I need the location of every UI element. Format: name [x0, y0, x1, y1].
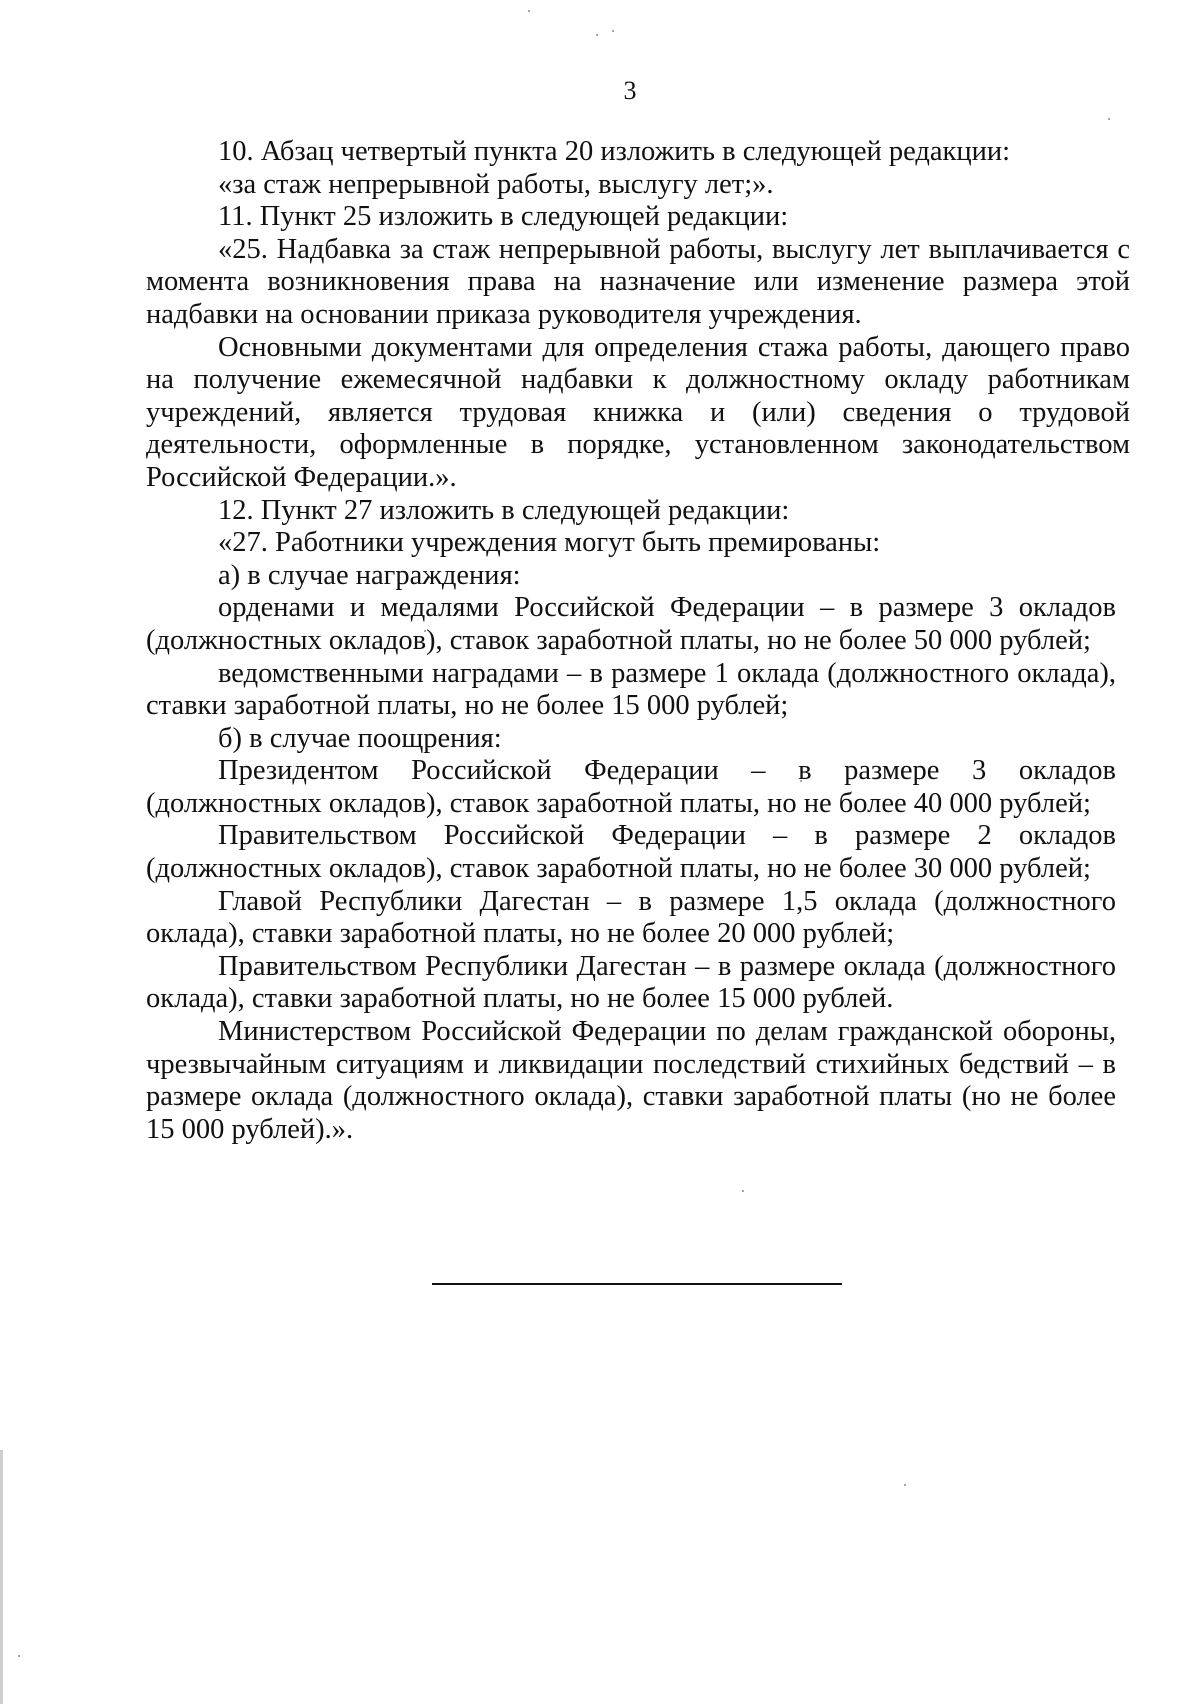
paragraph-item-10: 10. Абзац четвертый пункта 20 изложить в следующей редакции:	[218, 136, 1011, 167]
scan-speck	[742, 1190, 744, 1192]
scan-speck	[596, 34, 598, 36]
page-number: 3	[623, 76, 637, 105]
paragraph-president: Президентом Российской Федерации – в размере 3 окладов (должностных окладов), ставок заработной платы, но не более 40 000 рублей;	[146, 755, 1116, 819]
paragraph-quote-item-10: «за стаж непрерывной работы, выслугу лет;».	[218, 168, 774, 200]
paragraph-clause-25: «25. Надбавка за стаж непрерывной работы, выслугу лет выплачивается с момента возникновения права на назначение или изменение размера этой надбавки на основании приказа руководителя учреждения.	[146, 233, 1130, 330]
paragraph-item-11: 11. Пункт 25 изложить в следующей редакции:	[218, 201, 789, 233]
paragraph-orders-medals: орденами и медалями Российской Федерации – в размере 3 окладов (должностных окладов), ставок заработной платы, но не более 50 000 рублей;	[146, 592, 1116, 656]
scan-edge-shadow	[0, 1450, 3, 1704]
paragraph-item-12: 12. Пункт 27 изложить в следующей редакции:	[218, 494, 790, 526]
paragraph-main-documents: Основными документами для определения стажа работы, дающего право на получение ежемесячной надбавки к должностному окладу работникам учреждений, является трудовая книжка и (или) сведения о трудовой деятельности, оформленные в порядке, установленном законодательством Российской Федерации.».	[146, 331, 1130, 493]
scan-speck	[528, 10, 530, 12]
closing-rule-divider	[432, 1283, 842, 1285]
paragraph-government-rf: Правительством Российской Федерации – в размере 2 окладов (должностных окладов), ставок заработной платы, но не более 30 000 рублей;	[146, 820, 1116, 885]
paragraph-subitem-a: а) в случае награждения:	[218, 559, 521, 591]
document-body	[146, 136, 1130, 1146]
scan-speck	[612, 30, 614, 32]
paragraph-subitem-b: б) в случае поощрения:	[218, 722, 502, 754]
scan-speck	[904, 1484, 906, 1486]
scan-speck	[18, 1655, 20, 1657]
paragraph-emergency-ministry: Министерством Российской Федерации по делам гражданской обороны, чрезвычайным ситуациям и ликвидации последствий стихийных бедствий – в размере оклада (должностного оклада), ставки заработной платы (но не более 15 000 рублей).».	[146, 1016, 1116, 1145]
scan-speck	[1108, 118, 1110, 120]
paragraph-head-dagestan: Главой Республики Дагестан – в размере 1,5 оклада (должностного оклада), ставки заработной платы, но не более 20 000 рублей;	[146, 885, 1116, 950]
paragraph-government-dagestan: Правительством Республики Дагестан – в размере оклада (должностного оклада), ставки заработной платы, но не более 15 000 рублей.	[146, 950, 1116, 1015]
paragraph-clause-27: «27. Работники учреждения могут быть премированы:	[218, 527, 881, 559]
paragraph-departmental-awards: ведомственными наградами – в размере 1 оклада (должностного оклада), ставки заработной платы, но не более 15 000 рублей;	[146, 657, 1116, 722]
